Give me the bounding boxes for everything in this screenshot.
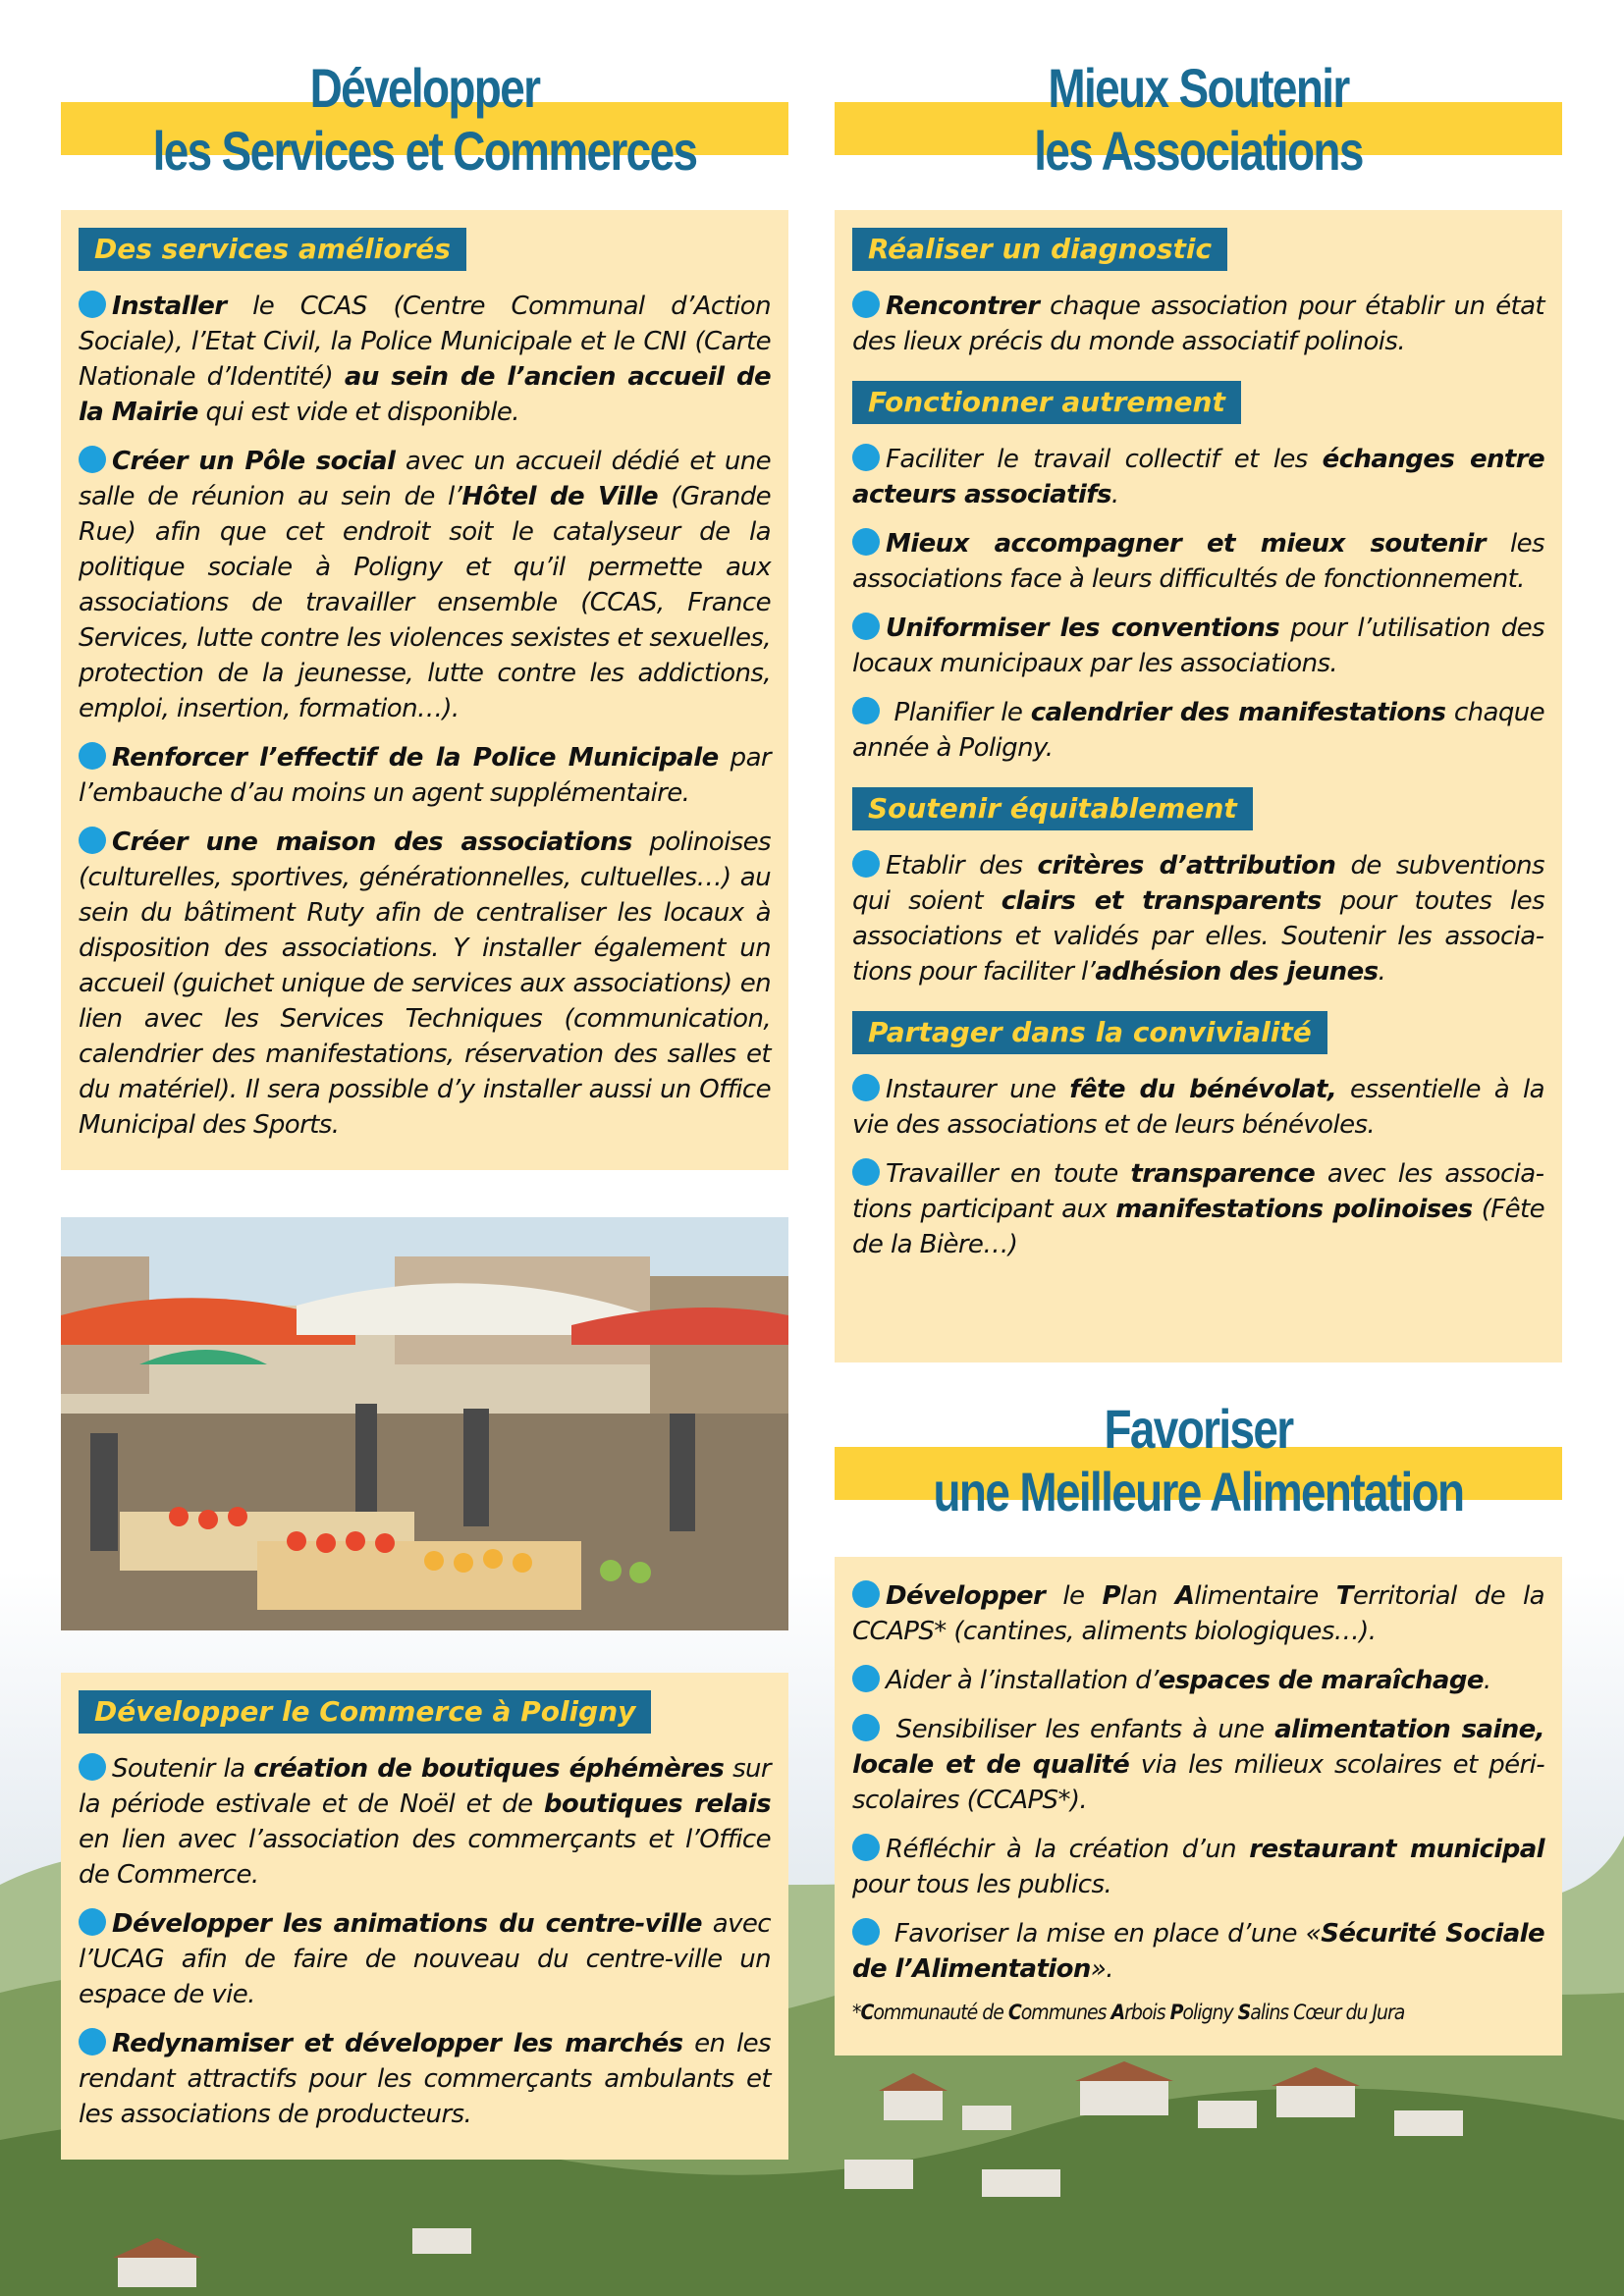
associations-section [852, 381, 1544, 766]
right-heading [835, 57, 1562, 182]
commerce-list [79, 1751, 771, 2132]
list-item [79, 444, 771, 726]
bullet-icon [852, 291, 880, 318]
associations-sections [852, 228, 1544, 1262]
list-item [79, 740, 771, 811]
bullet-icon [79, 291, 106, 318]
bullet-icon [79, 2028, 106, 2056]
bullet-icon [852, 850, 880, 878]
section-subtitle: Soutenir équitablement [852, 787, 1253, 830]
list-item [79, 1906, 771, 2012]
bold-text: T [1335, 1581, 1353, 1611]
bullet-icon [852, 1074, 880, 1101]
bold-text: C [1007, 2001, 1021, 2024]
bold-text: espaces de maraîchage [1158, 1666, 1484, 1695]
associations-section [852, 787, 1544, 989]
text: avec les associations participant aux [852, 1159, 1545, 1224]
text: (Fête de la Bière…) [852, 1195, 1544, 1259]
bullet-icon [79, 1908, 106, 1936]
bold-text: Redynamiser et développer les marchés [112, 2029, 683, 2058]
text: via les milieux scolaires et péri-scolaires (CCAPS*). [852, 1750, 1545, 1815]
bold-text: manifestations polinoises [1115, 1195, 1473, 1224]
bold-text: restaurant municipal [1249, 1835, 1544, 1864]
text: Etablir des [886, 851, 1038, 881]
text: pour toutes les associations et validés par elles. Soutenir les associations pour faciliter l’ [852, 886, 1545, 987]
bold-text: S [1237, 2001, 1251, 2024]
list-item [852, 1156, 1544, 1262]
text: Planifier le [886, 698, 1031, 727]
text: chaque année à Poligny. [852, 698, 1545, 763]
bullet-icon [852, 1580, 880, 1608]
text: ommunes [1020, 2001, 1111, 2024]
text: qui est vide et disponible. [197, 398, 519, 427]
bold-text: C [860, 2001, 874, 2024]
bullet-icon [852, 613, 880, 640]
bold-text: P [1169, 2001, 1183, 2024]
associations-section [852, 1011, 1544, 1262]
text: ommunauté de [873, 2001, 1008, 2024]
bold-text: échanges entre acteurs associatifs [852, 445, 1544, 509]
list-item [852, 1578, 1544, 1649]
list-item [79, 289, 771, 430]
bold-text: fête du bénévolat, [1069, 1075, 1337, 1104]
text: en lien avec l’association des commerçants et l’Office de Commerce. [79, 1825, 771, 1890]
bullet-icon [852, 1834, 880, 1861]
bold-text: adhésion des jeunes [1095, 957, 1379, 987]
text: polinoises (culturelles, sportives, générationnelles, cultuelles…) au sein du bâtiment Ruty afin de centraliser les locaux à disposition des associations. Y installer également un accueil (guichet unique de services aux associations) en lien avec les Services Techniques (communication, calendrier des manifestations, réservation des salles et du matériel). Il sera possible d’y installer aussi un Office Municipal des Sports. [79, 828, 771, 1140]
bullet-icon [852, 444, 880, 471]
text: Travailler en toute [886, 1159, 1131, 1189]
bullet-icon [79, 742, 106, 770]
bullet-icon [852, 1714, 880, 1741]
bullet-icon [79, 446, 106, 473]
services-box [61, 210, 788, 1170]
list-item [852, 1832, 1544, 1902]
bold-text: Sécurité Sociale de l’Alimentation [852, 1919, 1544, 1984]
text: erritorial de la CCAPS* (cantines, aliments biologiques…). [852, 1581, 1545, 1646]
bold-text: Hôtel de Ville [461, 482, 659, 511]
food-heading-line-2: une Meilleure Alimentation [933, 1461, 1464, 1522]
text: Sensibiliser les enfants à une [886, 1715, 1275, 1744]
text: Aider à l’installation d’ [886, 1666, 1159, 1695]
section-list [852, 289, 1544, 359]
list-item [852, 289, 1544, 359]
bullet-icon [852, 1918, 880, 1946]
bold-text: Mieux accompagner et mieux soutenir [886, 529, 1486, 559]
list-item [79, 1751, 771, 1893]
associations-section [852, 228, 1544, 359]
text: les associations face à leurs difficultés de fonctionnement. [852, 529, 1544, 594]
text: . [1483, 1666, 1491, 1695]
bold-text: Rencontrer [886, 292, 1040, 321]
bold-text: au sein de l’ancien accueil de la Mairie [79, 362, 771, 427]
bold-text: Installer [112, 292, 227, 321]
ccaps-footnote [852, 2001, 1544, 2024]
text: . [1110, 480, 1119, 509]
bold-text: transparence [1130, 1159, 1316, 1189]
text: (Grande Rue) afin que cet endroit soit le catalyseur de la politique sociale à Poligny et qu’il permette aux associations de travailler ensemble (CCAS, France Services, lutte contre les violences sexistes et sexuelles, protection de la jeunesse, lutte contre les addictions, emploi, insertion, formation…). [79, 482, 772, 723]
left-heading [61, 57, 788, 182]
text: essentielle à la vie des associations et de leurs bénévoles. [852, 1075, 1544, 1140]
section-subtitle: Partager dans la convivialité [852, 1011, 1327, 1054]
list-item [852, 1072, 1544, 1143]
text: le [1045, 1581, 1103, 1611]
left-heading-line-2: les Services et Commerces [152, 120, 697, 182]
list-item [852, 1916, 1544, 1987]
text: oligny [1182, 2001, 1238, 2024]
text: de subventions qui soient [852, 851, 1544, 916]
food-heading-line-1: Favoriser [1104, 1398, 1293, 1460]
bullet-icon [79, 827, 106, 854]
commerce-subtitle: Développer le Commerce à Poligny [79, 1690, 651, 1734]
bold-text: Créer une maison des associations [112, 828, 632, 857]
bullet-icon [852, 1665, 880, 1692]
text: pour tous les publics. [852, 1870, 1112, 1899]
food-box [835, 1557, 1562, 2056]
food-heading [835, 1398, 1562, 1525]
right-heading-line-1: Mieux Soutenir [1048, 57, 1349, 119]
text: . [1378, 957, 1386, 987]
services-list [79, 289, 771, 1143]
text: * [852, 2001, 861, 2024]
text: ». [1090, 1954, 1113, 1984]
text: Soutenir la [112, 1754, 254, 1784]
bold-text: alimentation saine, locale et de qualité [852, 1715, 1544, 1780]
market-photo [61, 1217, 788, 1630]
text: Faciliter le travail collectif et les [886, 445, 1323, 474]
text: rbois [1124, 2001, 1170, 2024]
list-item [852, 695, 1544, 766]
bold-text: P [1102, 1581, 1120, 1611]
bold-text: Développer les animations du centre-ville [112, 1909, 702, 1939]
bold-text: Développer [886, 1581, 1046, 1611]
bullet-icon [852, 1158, 880, 1186]
text: chaque association pour établir un état des lieux précis du monde associatif polinois. [852, 292, 1544, 356]
text: avec un accueil dédié et une salle de réunion au sein de l’ [79, 447, 771, 511]
text: Favoriser la mise en place d’une « [886, 1919, 1322, 1949]
list-item [79, 825, 771, 1143]
section-subtitle: Fonctionner autrement [852, 381, 1241, 424]
associations-box [835, 210, 1562, 1362]
section-list [852, 442, 1544, 766]
bold-text: clairs et transparents [1001, 886, 1322, 916]
bold-text: Renforcer l’effectif de la Police Municipale [112, 743, 719, 773]
text: le CCAS (Centre Communal d’Action Sociale), l’Etat Civil, la Police Municipale et le CNI (Carte Nationale d’Identité) [79, 292, 771, 392]
section-list [852, 848, 1544, 989]
food-list [852, 1578, 1544, 1987]
bullet-icon [852, 528, 880, 556]
list-item [79, 2026, 771, 2132]
list-item [852, 442, 1544, 512]
text: sur la période estivale et de Noël et de [79, 1754, 771, 1819]
bold-text: création de boutiques éphémères [253, 1754, 725, 1784]
list-item [852, 526, 1544, 597]
text: avec l’UCAG afin de faire de nouveau du centre-ville un espace de vie. [79, 1909, 771, 2009]
text: lan [1119, 1581, 1175, 1611]
bold-text: critères d’attribution [1037, 851, 1336, 881]
text: limentaire [1194, 1581, 1336, 1611]
text: alins Cœur du Jura [1250, 2001, 1405, 2024]
bold-text: calendrier des manifestations [1030, 698, 1446, 727]
list-item [852, 611, 1544, 681]
text: Instaurer une [886, 1075, 1070, 1104]
text: en les rendant attractifs pour les commerçants ambulants et les associations de producteurs. [79, 2029, 771, 2129]
list-item [852, 1663, 1544, 1698]
text: Réfléchir à la création d’un [886, 1835, 1250, 1864]
list-item [852, 848, 1544, 989]
bold-text: A [1110, 2001, 1125, 2024]
bold-text: Créer un Pôle social [112, 447, 396, 476]
bullet-icon [79, 1753, 106, 1781]
section-subtitle: Réaliser un diagnostic [852, 228, 1227, 271]
commerce-box [61, 1673, 788, 2160]
text: pour l’utilisation des locaux municipaux par les associations. [852, 614, 1544, 678]
services-subtitle: Des services améliorés [79, 228, 466, 271]
bullet-icon [852, 697, 880, 724]
list-item [852, 1712, 1544, 1818]
bold-text: boutiques relais [543, 1789, 771, 1819]
text: par l’embauche d’au moins un agent supplémentaire. [79, 743, 771, 808]
left-heading-line-1: Développer [309, 57, 540, 119]
section-list [852, 1072, 1544, 1262]
bold-text: A [1174, 1581, 1195, 1611]
bold-text: Uniformiser les conventions [886, 614, 1280, 643]
right-heading-line-2: les Associations [1034, 120, 1363, 182]
